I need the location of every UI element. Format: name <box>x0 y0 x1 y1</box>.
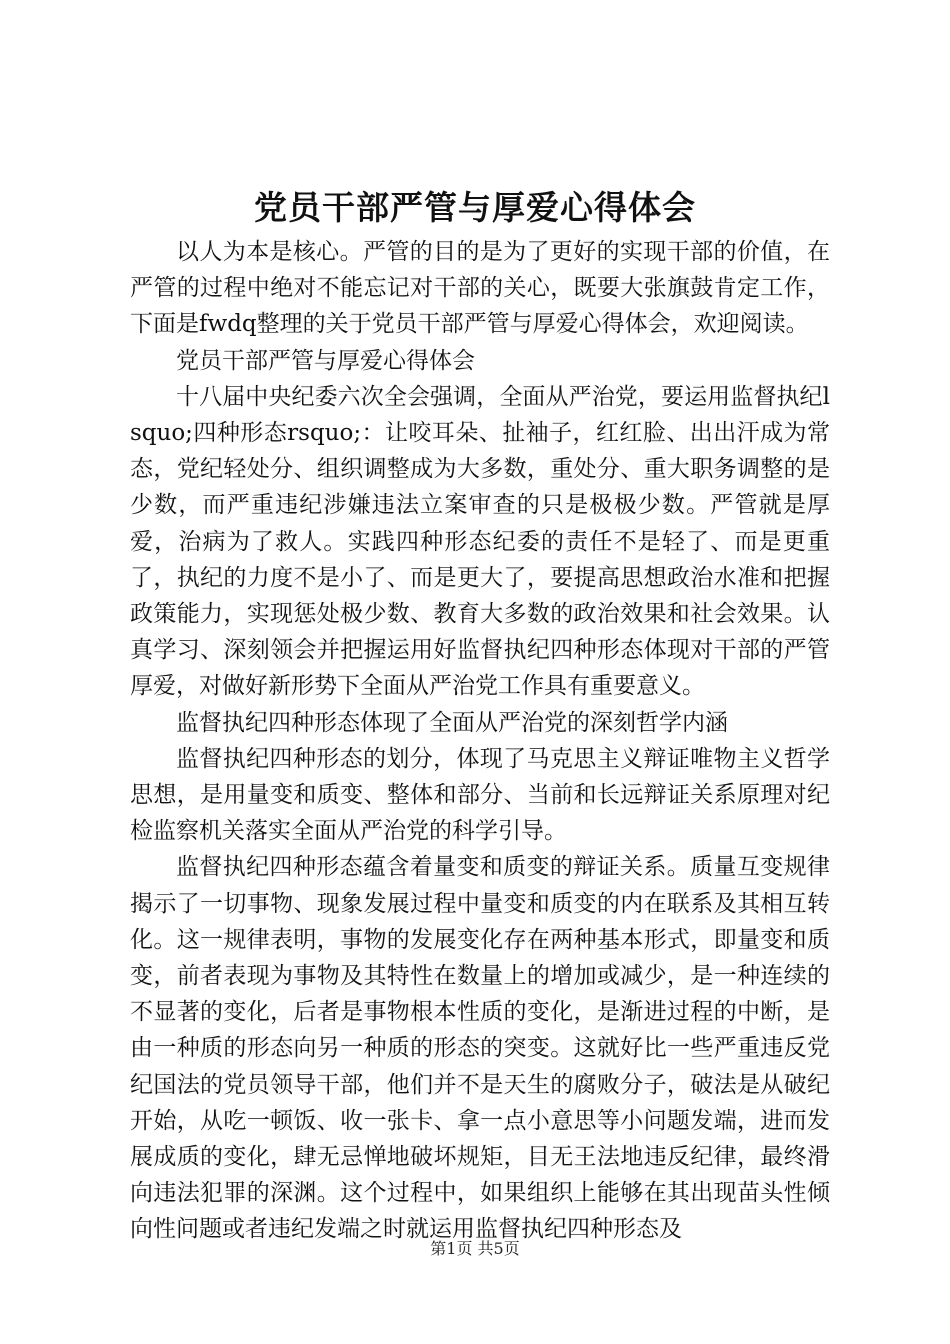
page-number-footer: 第1页 共5页 <box>430 1239 520 1258</box>
section-heading: 党员干部严管与厚爱心得体会 <box>176 347 475 374</box>
document-title: 党员干部严管与厚爱心得体会 <box>254 188 696 227</box>
section-heading: 监督执纪四种形态体现了全面从严治党的深刻哲学内涵 <box>176 709 728 736</box>
body-paragraph: 监督执纪四种形态的划分，体现了马克思主义辩证唯物主义哲学思想，是用量变和质变、整体和部分、当前和长远辩证关系原理对纪检监察机关落实全面从严治党的科学引导。 <box>130 745 830 845</box>
body-paragraph: 监督执纪四种形态蕴含着量变和质变的辩证关系。质量互变规律揭示了一切事物、现象发展过程中量变和质变的内在联系及其相互转化。这一规律表明，事物的发展变化存在两种基本形式，即量变和质变，前者表现为事物及其特性在数量上的增加或减少，是一种连续的不显著的变化，后者是事物根本性质的变化，是渐进过程的中断，是由一种质的形态向另一种质的形态的突变。这就好比一些严重违反党纪国法的党员领导干部，他们并不是天生的腐败分子，破法是从破纪开始，从吃一顿饭、收一张卡、拿一点小意思等小问题发端，进而发展成质的变化，肆无忌惮地破坏规矩，目无王法地违反纪律，最终滑向违法犯罪的深渊。这个过程中，如果组织上能够在其出现苗头性倾向性问题或者违纪发端之时就运用监督执纪四种形态及 <box>130 854 830 1243</box>
document-body <box>130 234 830 1248</box>
intro-paragraph: 以人为本是核心。严管的目的是为了更好的实现干部的价值，在严管的过程中绝对不能忘记对干部的关心，既要大张旗鼓肯定工作，下面是fwdq整理的关于党员干部严管与厚爱心得体会，欢迎阅读。 <box>130 239 830 338</box>
body-paragraph: 十八届中央纪委六次全会强调，全面从严治党，要运用监督执纪lsquo;四种形态rsquo;：让咬耳朵、扯袖子，红红脸、出出汗成为常态，党纪轻处分、组织调整成为大多数，重处分、重大职务调整的是少数，而严重违纪涉嫌违法立案审查的只是极极少数。严管就是厚爱，治病为了救人。实践四种形态纪委的责任不是轻了、而是更重了，执纪的力度不是小了、而是更大了，要提高思想政治水准和把握政策能力，实现惩处极少数、教育大多数的政治效果和社会效果。认真学习、深刻领会并把握运用好监督执纪四种形态体现对干部的严管厚爱，对做好新形势下全面从严治党工作具有重要意义。 <box>130 383 830 700</box>
